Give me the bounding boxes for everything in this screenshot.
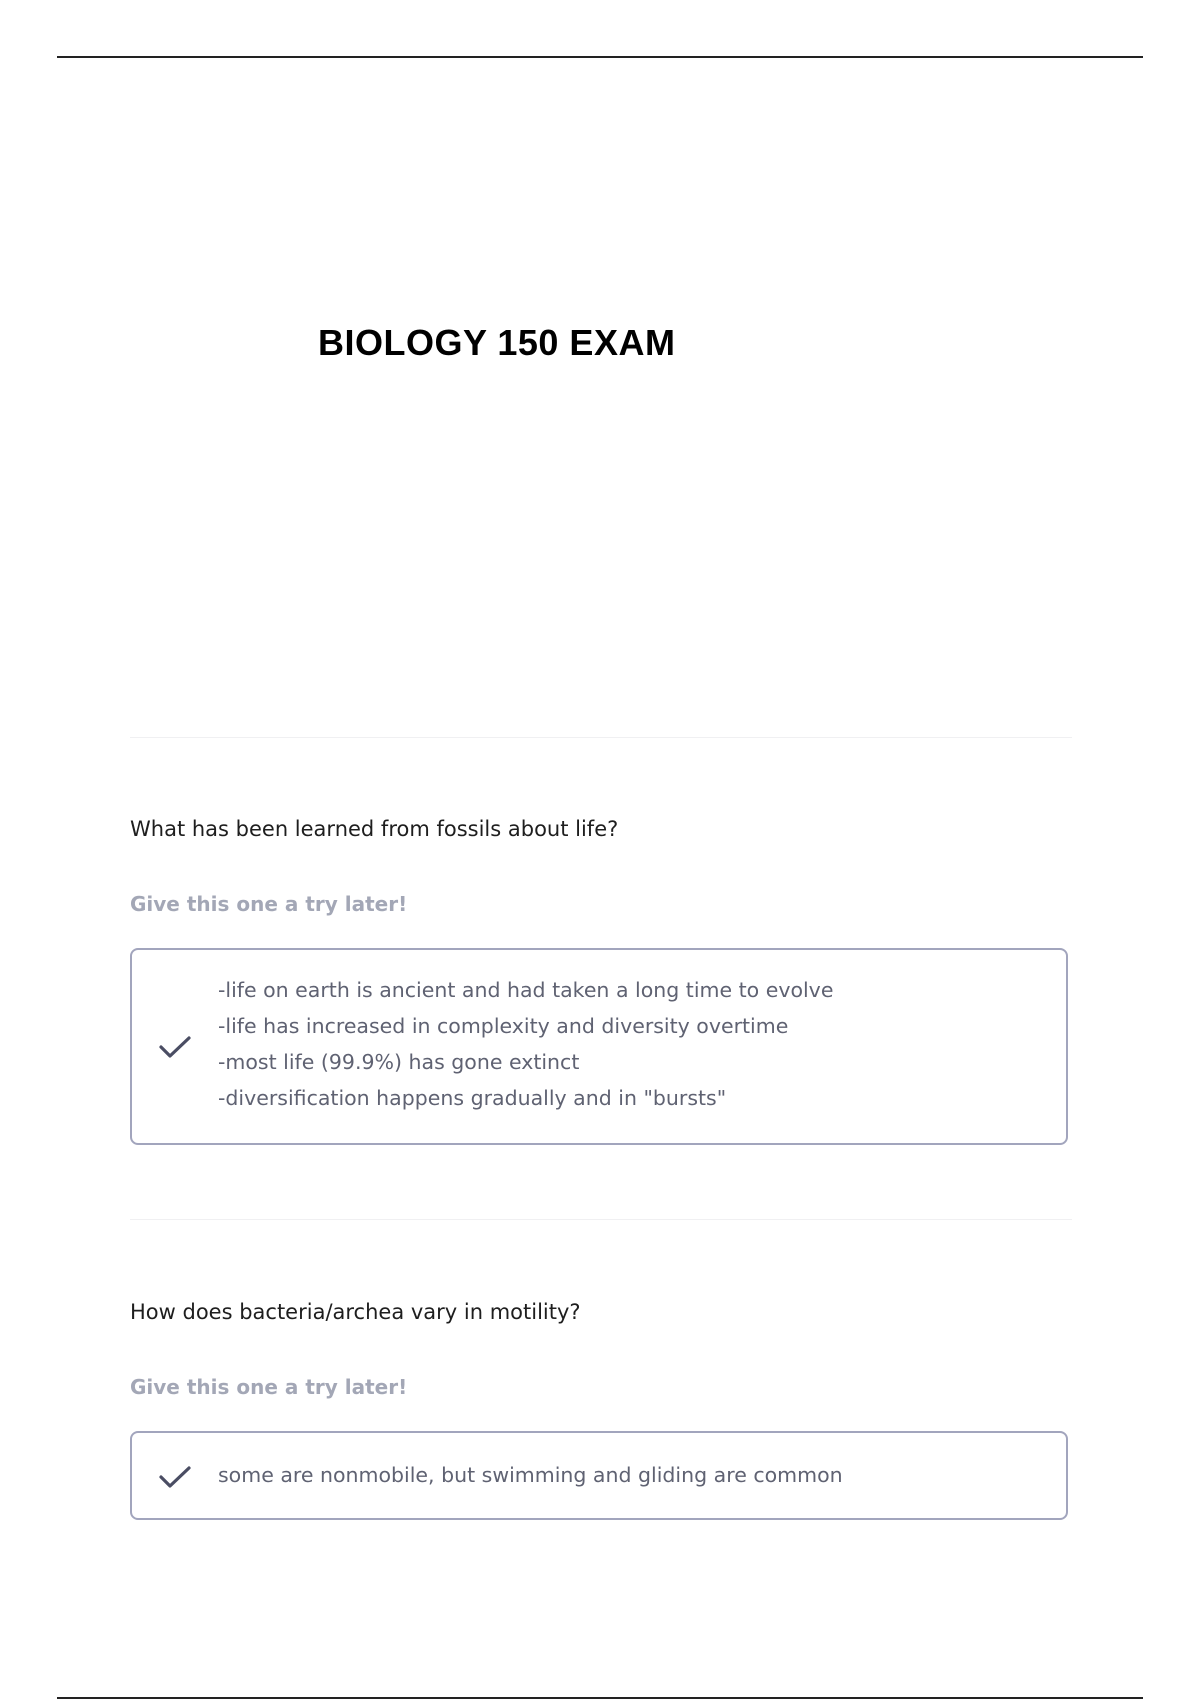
answer-card[interactable] — [130, 1431, 1068, 1520]
answer-line: some are nonmobile, but swimming and gliding are common — [218, 1463, 843, 1487]
section-divider — [130, 1219, 1072, 1220]
page-top-rule — [57, 56, 1143, 58]
answer-list — [218, 1457, 843, 1493]
try-later-hint[interactable]: Give this one a try later! — [130, 1375, 408, 1399]
checkmark-icon — [158, 1034, 192, 1060]
question-text: How does bacteria/archea vary in motility? — [130, 1300, 581, 1324]
answer-line: -life has increased in complexity and diversity overtime — [218, 1014, 789, 1038]
answer-line: -diversification happens gradually and in "bursts" — [218, 1086, 727, 1110]
answer-card[interactable] — [130, 948, 1068, 1145]
answer-line: -life on earth is ancient and had taken a long time to evolve — [218, 978, 834, 1002]
try-later-hint[interactable]: Give this one a try later! — [130, 892, 408, 916]
section-divider — [130, 737, 1072, 738]
document-title: BIOLOGY 150 EXAM — [318, 322, 676, 363]
answer-list — [218, 972, 833, 1116]
checkmark-icon — [158, 1464, 192, 1490]
answer-line: -most life (99.9%) has gone extinct — [218, 1050, 580, 1074]
question-text: What has been learned from fossils about life? — [130, 817, 619, 841]
page-bottom-rule — [57, 1697, 1143, 1699]
